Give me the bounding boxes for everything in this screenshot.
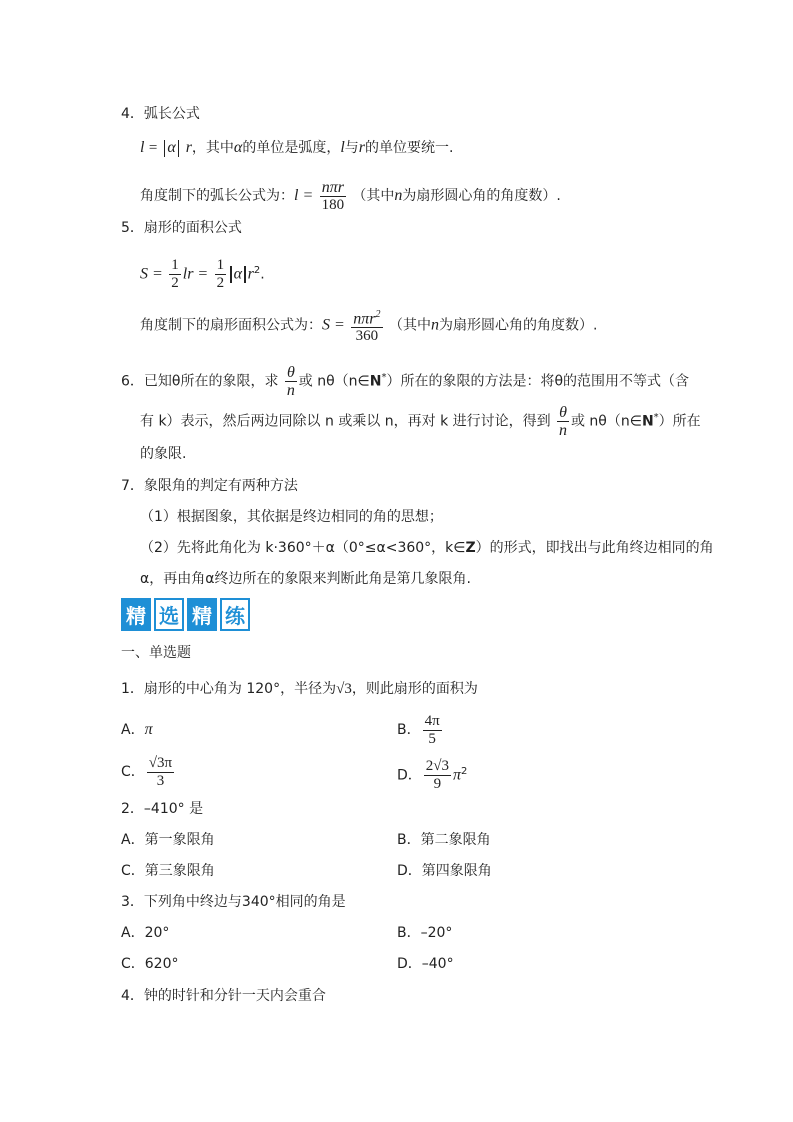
section-title: 一、单选题	[121, 645, 191, 661]
star: *	[653, 412, 659, 423]
period: .	[260, 266, 265, 283]
var-r: r	[358, 139, 366, 156]
var-n: n	[430, 316, 439, 334]
section-5-heading: 5．扇形的面积公式	[121, 220, 242, 236]
equals: =	[148, 140, 158, 156]
fraction	[424, 758, 451, 793]
natural-numbers-symbol: N	[369, 373, 382, 390]
numerator: √3π	[148, 754, 173, 771]
question-1-stem	[121, 679, 478, 699]
text: ，则此扇形的面积为	[351, 681, 478, 697]
label: 角度制下的弧长公式为：	[140, 188, 294, 204]
question-3-stem: 3．下列角中终边与340°相同的角是	[121, 894, 346, 910]
numerator: θ	[559, 404, 567, 422]
denominator: 360	[355, 328, 379, 345]
pi: π	[453, 766, 462, 784]
badge-char-3: 精	[187, 598, 217, 631]
denominator: 9	[433, 776, 442, 793]
q1-option-c[interactable]	[121, 754, 176, 790]
option-label: C．	[121, 764, 145, 780]
abs-bar-left	[230, 266, 232, 283]
var-r: r	[247, 265, 254, 283]
fraction	[351, 306, 382, 345]
q2-option-d[interactable]: D．第四象限角	[397, 863, 492, 879]
exponent: 2	[461, 766, 468, 777]
fraction	[147, 755, 174, 790]
text: ）所在	[658, 413, 701, 430]
q3-option-c[interactable]: C．620°	[121, 956, 179, 972]
text: 6．已知θ所在的象限，求	[121, 373, 279, 390]
text: ，其中	[191, 140, 234, 156]
text: 与	[344, 140, 359, 156]
var-S: S =	[140, 265, 163, 283]
text: ）所在的象限的方法是：将θ的范围用不等式（含	[386, 373, 690, 390]
var-r: r	[185, 139, 192, 156]
var-l: l =	[294, 187, 314, 204]
denominator: 5	[428, 730, 436, 747]
var-S: S =	[322, 316, 345, 334]
natural-numbers-symbol: N	[641, 413, 654, 430]
text: 为扇形圆心角的角度数）.	[438, 317, 598, 334]
denominator: n	[559, 422, 568, 440]
fraction	[423, 713, 442, 748]
option-label: A．	[121, 722, 145, 738]
method-2-line-2: α，再由角α终边所在的象限来判断此角是第几象限角.	[140, 571, 471, 587]
var-l: l	[140, 139, 145, 156]
arc-length-degree-formula	[140, 178, 561, 214]
text: （其中	[388, 317, 431, 334]
var-l: l	[340, 139, 345, 156]
q2-option-a[interactable]: A．第一象限角	[121, 832, 215, 848]
section-4-heading: 4．弧长公式	[121, 106, 200, 122]
integers-symbol: Z	[465, 540, 476, 556]
question-2-stem: 2．–410° 是	[121, 801, 204, 817]
q1-option-a[interactable]	[121, 720, 153, 740]
fraction	[215, 257, 227, 292]
text: 有 k）表示，然后两边同除以 n 或乘以 n，再对 k 进行讨论，得到	[140, 413, 551, 430]
sector-area-formula	[140, 252, 265, 294]
q1-option-d[interactable]	[397, 754, 467, 794]
numerator: 2√3	[425, 758, 450, 775]
denominator: n	[286, 382, 295, 400]
abs-bar-right	[244, 266, 246, 283]
denominator: 180	[321, 196, 345, 213]
text: 的单位要统一.	[365, 140, 454, 156]
q1-option-b[interactable]	[397, 712, 444, 748]
section-6-line-2	[140, 400, 701, 440]
option-value: π	[144, 721, 153, 738]
arc-length-formula	[140, 138, 453, 158]
q2-option-c[interactable]: C．第三象限角	[121, 863, 215, 879]
section-7-heading: 7．象限角的判定有两种方法	[121, 478, 298, 494]
text: ）的形式，即找出与此角终边相同的角	[475, 540, 714, 556]
option-label: B．	[397, 722, 421, 738]
q3-option-b[interactable]: B．–20°	[397, 925, 453, 941]
sector-area-degree-formula	[140, 306, 597, 345]
numerator-text: nπr	[353, 310, 376, 328]
var-alpha: α	[233, 139, 243, 156]
numerator: 1	[216, 257, 225, 274]
q3-option-d[interactable]: D．–40°	[397, 956, 454, 972]
fraction	[285, 364, 297, 399]
label: 角度制下的扇形面积公式为：	[140, 317, 322, 334]
method-2-line-1	[140, 538, 714, 558]
badge-char-4: 练	[220, 598, 250, 631]
numerator: 1	[171, 257, 179, 274]
denominator: 2	[171, 275, 179, 292]
text: （2）先将此角化为 k·360°＋α（0°≤α<360°，k∈	[140, 540, 466, 556]
fraction	[169, 257, 181, 292]
text: 的单位是弧度，	[242, 140, 341, 156]
numerator: θ	[286, 364, 295, 382]
text: 为扇形圆心角的角度数）.	[402, 188, 561, 204]
text: （其中	[352, 188, 395, 204]
abs-bar-right	[178, 140, 180, 157]
sqrt-3: √3	[336, 681, 352, 697]
var-alpha: α	[233, 265, 243, 283]
exponent: 2	[375, 309, 381, 320]
fraction	[320, 179, 346, 214]
option-label: D．	[397, 767, 422, 784]
q3-option-a[interactable]: A．20°	[121, 925, 170, 941]
var-lr: lr =	[182, 265, 209, 283]
text: 1．扇形的中心角为 120°，半径为	[121, 681, 337, 697]
method-1: （1）根据图象，其依据是终边相同的角的思想；	[140, 509, 443, 525]
q2-option-b[interactable]: B．第二象限角	[397, 832, 491, 848]
exponent: 2	[253, 265, 261, 276]
denominator: 2	[216, 275, 225, 292]
numerator: 4π	[424, 712, 440, 729]
badge-char-1: 精	[121, 598, 151, 631]
fraction	[557, 404, 569, 439]
numerator: nπr	[321, 178, 344, 196]
text: 或 nθ（n∈	[570, 413, 642, 430]
question-4-stem: 4．钟的时针和分针一天内会重合	[121, 988, 326, 1004]
var-alpha: α	[167, 139, 176, 156]
abs-bar-left	[164, 140, 166, 157]
text: 或 nθ（n∈	[298, 373, 370, 390]
denominator: 3	[156, 772, 165, 789]
badge-char-2: 选	[154, 598, 184, 631]
section-6-line-3: 的象限.	[140, 446, 187, 462]
var-n: n	[394, 187, 403, 204]
section-6-line-1	[121, 360, 689, 400]
star: *	[381, 372, 387, 383]
numerator	[351, 306, 382, 328]
